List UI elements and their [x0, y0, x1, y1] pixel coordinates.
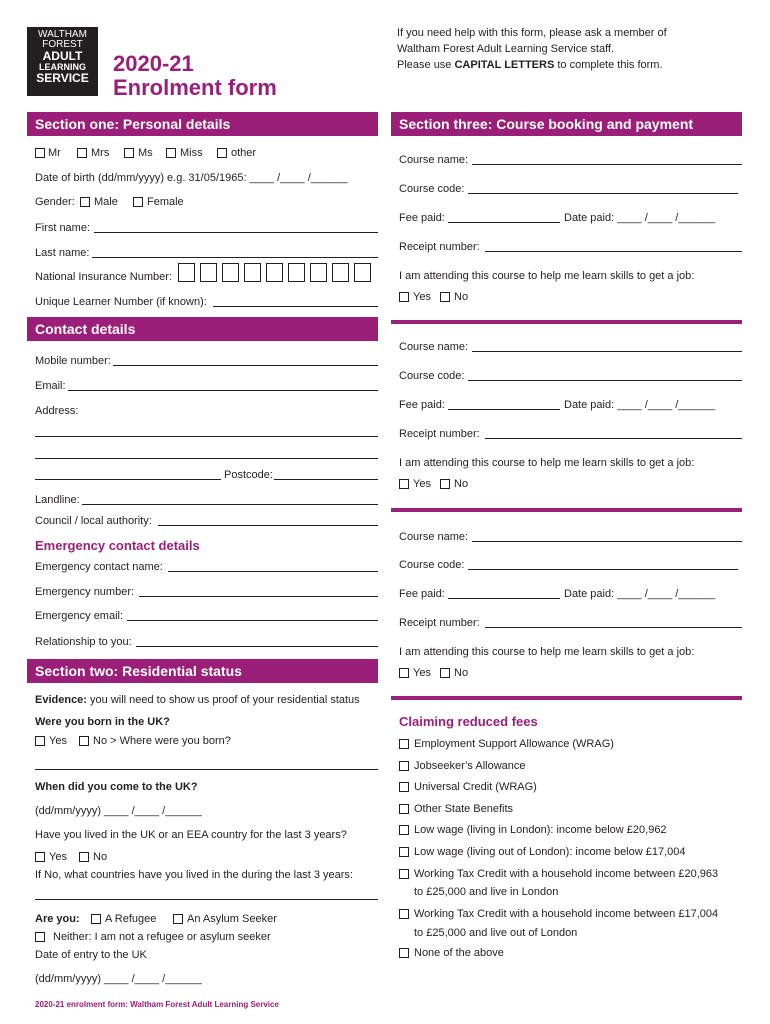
fee-option-checkbox[interactable]: [399, 909, 409, 919]
section-one-header: Section one: Personal details: [27, 112, 378, 136]
fee-option-label: None of the above: [414, 947, 504, 959]
fee-option-label: Working Tax Credit with a household income between £20,963: [414, 868, 719, 880]
lived-uk-no-label: No: [93, 851, 108, 863]
attending-no-label: No: [454, 291, 469, 303]
help-text-3: [397, 59, 663, 72]
attending-question: I am attending this course to help me learn skills to get a job:: [399, 270, 695, 282]
course-code-label: Course code:: [399, 370, 465, 382]
landline-field[interactable]: [82, 504, 378, 505]
attending-no-label: No: [454, 667, 469, 679]
attending-yes-label: Yes: [413, 478, 431, 490]
course-name-label: Course name:: [399, 341, 469, 353]
mobile-field[interactable]: [113, 365, 378, 366]
fee-option-label: Working Tax Credit with a household income between £17,004: [414, 908, 719, 920]
attending-no-checkbox[interactable]: [440, 292, 450, 302]
address-line-1[interactable]: [35, 436, 378, 437]
evidence-rest: you will need to show us proof of your residential status: [86, 694, 360, 706]
uln-field[interactable]: [213, 306, 378, 307]
title-ms-label: Ms: [138, 147, 153, 159]
countries-field[interactable]: [35, 899, 378, 900]
receipt-label: Receipt number:: [399, 428, 480, 440]
ni-digit-box[interactable]: [354, 263, 371, 282]
attending-yes-label: Yes: [413, 291, 431, 303]
fee-option-label: Universal Credit (WRAG): [414, 781, 537, 793]
dob-label: Date of birth (dd/mm/yyyy) e.g. 31/05/1965: ____ /____ /______: [35, 172, 348, 184]
section-three-header: Section three: Course booking and payment: [391, 112, 742, 136]
attending-no-checkbox[interactable]: [440, 479, 450, 489]
come-uk-question: When did you come to the UK?: [35, 781, 198, 793]
address-line-2[interactable]: [35, 458, 378, 459]
ni-digit-box[interactable]: [266, 263, 283, 282]
fee-option-checkbox[interactable]: [399, 761, 409, 771]
attending-no-label: No: [454, 478, 469, 490]
fee-option-label: Employment Support Allowance (WRAG): [414, 738, 614, 750]
fee-option-checkbox[interactable]: [399, 948, 409, 958]
help-text-3-bold: CAPITAL LETTERS: [454, 59, 555, 71]
ni-digit-box[interactable]: [244, 263, 261, 282]
fee-option-label: Low wage (living in London): income below £20,962: [414, 824, 667, 836]
lived-uk-no-checkbox[interactable]: [79, 852, 89, 862]
lived-uk-question: Have you lived in the UK or an EEA country for the last 3 years?: [35, 829, 347, 841]
gender-female-label: Female: [147, 196, 184, 208]
fee-option-label: Other State Benefits: [414, 803, 514, 815]
gender-label: Gender:: [35, 196, 75, 208]
help-text-1: If you need help with this form, please ask a member of: [397, 27, 667, 39]
fee-option-checkbox[interactable]: [399, 804, 409, 814]
emergency-email-field[interactable]: [127, 620, 378, 621]
course-code-field[interactable]: [468, 380, 742, 381]
postcode-field[interactable]: [274, 479, 378, 480]
attending-question: I am attending this course to help me learn skills to get a job:: [399, 457, 695, 469]
email-label: Email:: [35, 380, 66, 392]
title-mrs-label: Mrs: [91, 147, 110, 159]
first-name-field[interactable]: [94, 232, 378, 233]
address-line-3[interactable]: [35, 479, 221, 480]
fee-option-checkbox[interactable]: [399, 847, 409, 857]
logo-line: WALTHAM: [38, 29, 87, 40]
fee-paid-label: Fee paid:: [399, 399, 445, 411]
course-divider: [391, 320, 742, 324]
emergency-name-field[interactable]: [168, 571, 378, 572]
receipt-label: Receipt number:: [399, 617, 480, 629]
last-name-field[interactable]: [92, 257, 378, 258]
postcode-label: Postcode:: [224, 469, 273, 481]
mobile-label: Mobile number:: [35, 355, 111, 367]
evidence-text: [35, 694, 360, 707]
uln-label: Unique Learner Number (if known):: [35, 296, 207, 308]
fee-option-label-cont: to £25,000 and live in London: [414, 886, 559, 898]
ni-number-label: National Insurance Number:: [35, 271, 172, 283]
receipt-field[interactable]: [485, 438, 742, 439]
ni-digit-box[interactable]: [222, 263, 239, 282]
fee-option-checkbox[interactable]: [399, 782, 409, 792]
title-other-checkbox[interactable]: [217, 148, 227, 158]
fee-option-label: Jobseeker’s Allowance: [414, 760, 526, 772]
born-uk-question: Were you born in the UK?: [35, 716, 170, 728]
evidence-bold: Evidence:: [35, 694, 87, 706]
refugee-checkbox[interactable]: [91, 914, 101, 924]
fee-paid-label: Fee paid:: [399, 212, 445, 224]
neither-label: Neither: I am not a refugee or asylum seeker: [53, 931, 271, 943]
fee-paid-field[interactable]: [448, 222, 560, 223]
form-year: 2020-21: [113, 51, 194, 76]
address-label: Address:: [35, 405, 79, 417]
lived-uk-yes-label: Yes: [49, 851, 67, 863]
refugee-label: A Refugee: [105, 913, 157, 925]
title-mr-checkbox[interactable]: [35, 148, 45, 158]
section-two-header: Section two: Residential status: [27, 659, 378, 683]
gender-male-label: Male: [94, 196, 118, 208]
ni-digit-box[interactable]: [332, 263, 349, 282]
asylum-seeker-label: An Asylum Seeker: [187, 913, 277, 925]
help-text-3-pre: Please use: [397, 59, 455, 71]
entry-date-field[interactable]: (dd/mm/yyyy) ____ /____ /______: [35, 973, 202, 985]
attending-yes-label: Yes: [413, 667, 431, 679]
course-divider: [391, 508, 742, 512]
emergency-contact-heading: Emergency contact details: [35, 538, 200, 553]
course-name-field[interactable]: [472, 541, 742, 542]
relationship-label: Relationship to you:: [35, 636, 132, 648]
title-mrs-checkbox[interactable]: [77, 148, 87, 158]
come-uk-date: (dd/mm/yyyy) ____ /____ /______: [35, 805, 202, 817]
attending-yes-checkbox[interactable]: [399, 292, 409, 302]
date-paid-label[interactable]: Date paid: ____ /____ /______: [564, 212, 716, 224]
attending-question: I am attending this course to help me learn skills to get a job:: [399, 646, 695, 658]
title-miss-label: Miss: [180, 147, 203, 159]
ni-digit-box[interactable]: [200, 263, 217, 282]
attending-yes-checkbox[interactable]: [399, 668, 409, 678]
born-uk-no-label: No > Where were you born?: [93, 735, 231, 747]
logo-line: FOREST: [42, 39, 83, 50]
are-you-label: Are you:: [35, 913, 80, 925]
landline-label: Landline:: [35, 494, 80, 506]
asylum-seeker-checkbox[interactable]: [173, 914, 183, 924]
reduced-fees-heading: Claiming reduced fees: [399, 714, 538, 729]
title-other-label: other: [231, 147, 257, 159]
fee-option-checkbox[interactable]: [399, 825, 409, 835]
logo-line: SERVICE: [36, 71, 89, 85]
receipt-field[interactable]: [485, 251, 742, 252]
if-no-countries-label: If No, what countries have you lived in the during the last 3 years:: [35, 869, 353, 881]
fee-option-checkbox[interactable]: [399, 869, 409, 879]
fee-paid-field[interactable]: [448, 409, 560, 410]
neither-checkbox[interactable]: [35, 932, 45, 942]
help-text-3-post: to complete this form.: [554, 59, 663, 71]
course-code-label: Course code:: [399, 183, 465, 195]
course-name-field[interactable]: [472, 351, 742, 352]
emergency-number-field[interactable]: [139, 596, 378, 597]
first-name-label: First name:: [35, 222, 91, 234]
form-title: Enrolment form: [113, 75, 277, 100]
waltham-forest-logo: [27, 27, 98, 96]
logo-line: LEARNING: [39, 62, 86, 72]
fee-option-label-cont: to £25,000 and live out of London: [414, 927, 578, 939]
born-uk-no-checkbox[interactable]: [79, 736, 89, 746]
logo-line: ADULT: [42, 49, 83, 63]
ni-digit-box[interactable]: [288, 263, 305, 282]
contact-details-header: Contact details: [27, 317, 378, 341]
entry-date-label: Date of entry to the UK: [35, 949, 147, 961]
title-miss-checkbox[interactable]: [166, 148, 176, 158]
gender-male-checkbox[interactable]: [80, 197, 90, 207]
course-code-field[interactable]: [468, 569, 738, 570]
course-name-field[interactable]: [472, 164, 742, 165]
course-name-label: Course name:: [399, 531, 469, 543]
footer-text: 2020-21 enrolment form: Waltham Forest Adult Learning Service: [35, 1000, 279, 1009]
last-name-label: Last name:: [35, 247, 90, 259]
receipt-field[interactable]: [485, 627, 742, 628]
ni-digit-box[interactable]: [310, 263, 327, 282]
council-label: Council / local authority:: [35, 515, 152, 527]
course-divider: [391, 696, 742, 700]
council-field[interactable]: [158, 525, 378, 526]
birth-country-field[interactable]: [35, 769, 378, 770]
emergency-name-label: Emergency contact name:: [35, 561, 163, 573]
course-code-field[interactable]: [468, 193, 738, 194]
fee-paid-label: Fee paid:: [399, 588, 445, 600]
fee-option-checkbox[interactable]: [399, 739, 409, 749]
attending-no-checkbox[interactable]: [440, 668, 450, 678]
fee-option-label: Low wage (living out of London): income below £17,004: [414, 846, 686, 858]
relationship-field[interactable]: [136, 646, 378, 647]
receipt-label: Receipt number:: [399, 241, 480, 253]
ni-digit-box[interactable]: [178, 263, 195, 282]
born-uk-yes-checkbox[interactable]: [35, 736, 45, 746]
date-paid-label[interactable]: Date paid: ____ /____ /______: [564, 588, 716, 600]
lived-uk-yes-checkbox[interactable]: [35, 852, 45, 862]
emergency-email-label: Emergency email:: [35, 610, 124, 622]
attending-yes-checkbox[interactable]: [399, 479, 409, 489]
emergency-number-label: Emergency number:: [35, 586, 135, 598]
gender-female-checkbox[interactable]: [133, 197, 143, 207]
course-name-label: Course name:: [399, 154, 469, 166]
course-code-label: Course code:: [399, 559, 465, 571]
email-field[interactable]: [68, 390, 378, 391]
title-ms-checkbox[interactable]: [124, 148, 134, 158]
date-paid-label[interactable]: Date paid: ____ /____ /______: [564, 399, 716, 411]
born-uk-yes-label: Yes: [49, 735, 67, 747]
title-mr-label: Mr: [48, 147, 61, 159]
fee-paid-field[interactable]: [448, 598, 560, 599]
help-text-2: Waltham Forest Adult Learning Service staff.: [397, 43, 615, 55]
